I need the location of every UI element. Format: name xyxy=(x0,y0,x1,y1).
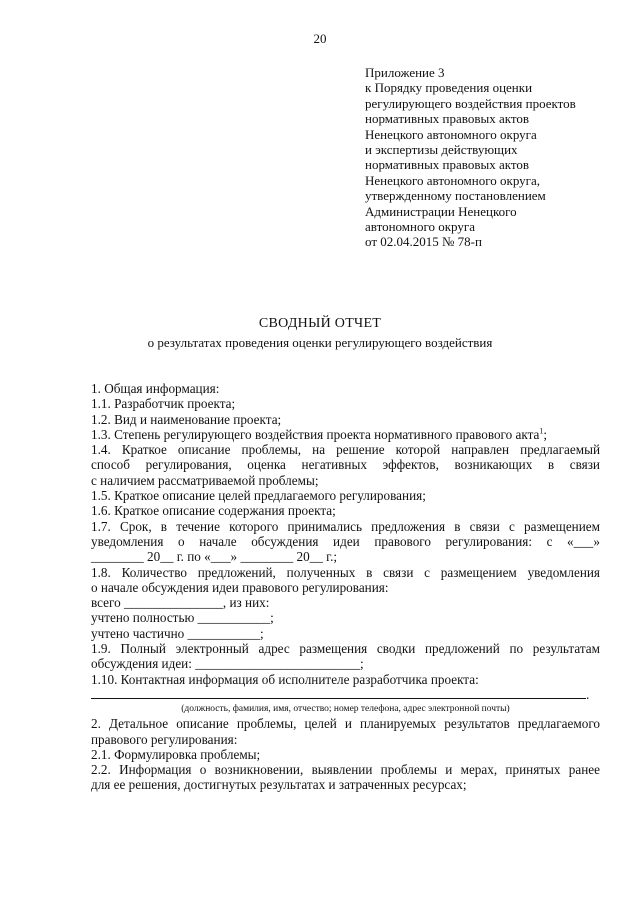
document-subtitle: о результатах проведения оценки регулирующего воздействия xyxy=(147,335,493,350)
paragraph-line: 1.4. Краткое описание проблемы, на решение которой направлен предлагаемый xyxy=(91,442,600,458)
appendix-line: Администрации Ненецкого xyxy=(365,203,517,219)
paragraph-line: ________ 20__ г. по «___» ________ 20__ г.; xyxy=(91,549,338,565)
paragraph-line: способ регулирования, оценка негативных эффектов, возникающих в связи xyxy=(91,457,600,473)
blank-partially-accepted: учтено частично ___________; xyxy=(91,625,264,641)
paragraph-line: 2. Детальное описание проблемы, целей и планируемых результатов предлагаемого xyxy=(91,716,600,732)
document-title: СВОДНЫЙ ОТЧЕТ xyxy=(258,316,382,331)
paragraph-line: 1.8. Количество предложений, полученных в связи с размещением уведомления xyxy=(91,564,600,580)
list-item: 1.1. Разработчик проекта; xyxy=(91,396,236,412)
appendix-line: от 02.04.2015 № 78-п xyxy=(365,234,482,250)
document-body xyxy=(91,381,600,793)
appendix-line: и экспертизы действующих xyxy=(365,142,518,158)
blank-fully-accepted: учтено полностью ___________; xyxy=(91,610,274,626)
paragraph-line: о начале обсуждения идеи правового регулирования: xyxy=(91,579,389,595)
fill-line-end: . xyxy=(586,686,590,702)
appendix-line: автономного округа xyxy=(365,219,475,235)
list-item: 1.2. Вид и наименование проекта; xyxy=(91,411,282,427)
appendix-line: нормативных правовых актов xyxy=(365,111,530,127)
fill-rule xyxy=(91,687,586,699)
appendix-header xyxy=(365,65,635,250)
appendix-line: Ненецкого автономного округа xyxy=(365,126,537,142)
paragraph-line: 1.9. Полный электронный адрес размещения сводки предложений по результатам xyxy=(91,641,600,657)
appendix-line: регулирующего воздействия проектов xyxy=(365,95,576,111)
paragraph-line: 2.2. Информация о возникновении, выявлении проблемы и мерах, принятых ранее xyxy=(91,762,600,778)
list-item: 2.1. Формулировка проблемы; xyxy=(91,746,261,762)
paragraph-line: уведомления о начале обсуждения идеи правового регулирования: с «___» xyxy=(91,533,600,549)
footnote-marker: 1 xyxy=(539,426,544,436)
list-item: 1.5. Краткое описание целей предлагаемого регулирования; xyxy=(91,488,426,504)
list-item-text: 1.3. Степень регулирующего воздействия проекта нормативного правового акта xyxy=(91,426,540,442)
list-item: 1.6. Краткое описание содержания проекта; xyxy=(91,503,336,519)
appendix-line: Ненецкого автономного округа, xyxy=(365,172,540,188)
appendix-line: нормативных правовых актов xyxy=(365,157,530,173)
contact-fill-line xyxy=(91,687,600,702)
paragraph-line: с наличием рассматриваемой проблемы; xyxy=(91,472,319,488)
list-item: 1.10. Контактная информация об исполнителе разработчика проекта: xyxy=(91,671,479,687)
appendix-line: Приложение 3 xyxy=(365,65,445,80)
list-item xyxy=(91,427,600,442)
blank-total: всего _______________, из них: xyxy=(91,595,270,611)
paragraph-line: 1.7. Срок, в течение которого принимались предложения в связи с размещением xyxy=(91,518,600,534)
paragraph-line: правового регулирования: xyxy=(91,731,238,747)
contact-caption: (должность, фамилия, имя, отчество; номер телефона, адрес электронной почты) xyxy=(181,704,510,715)
appendix-line: к Порядку проведения оценки xyxy=(365,80,533,96)
list-item-end: ; xyxy=(543,426,548,442)
section-heading: 1. Общая информация: xyxy=(91,381,220,396)
page-number: 20 xyxy=(313,31,327,46)
blank-address: обсуждения идеи: _________________________; xyxy=(91,656,364,672)
appendix-line: утвержденному постановлением xyxy=(365,188,546,204)
paragraph-line: для ее решения, достигнутых результатах и затраченных ресурсах; xyxy=(91,777,467,793)
